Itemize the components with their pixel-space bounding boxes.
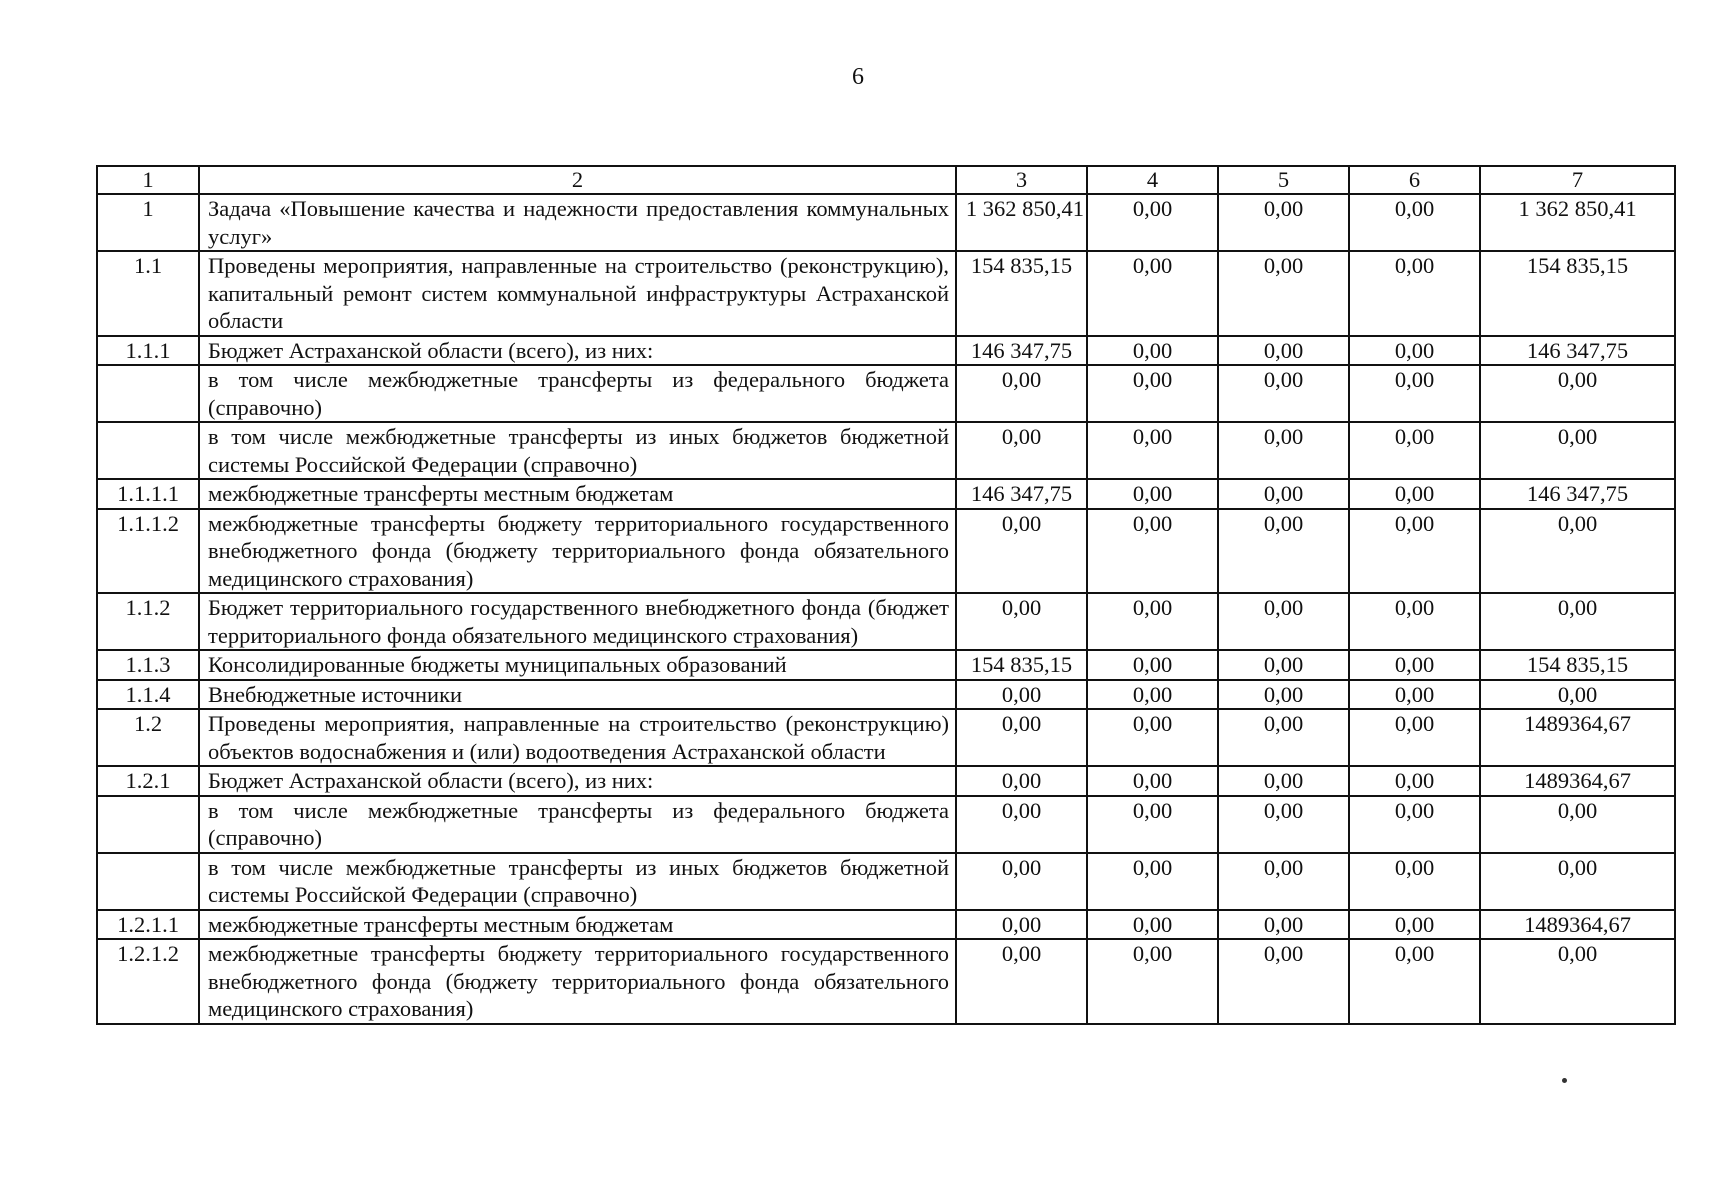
value-col-6: 0,00 bbox=[1349, 766, 1480, 796]
table-row bbox=[97, 766, 1675, 796]
row-number: 1.1.4 bbox=[97, 680, 199, 710]
value-col-4: 0,00 bbox=[1087, 650, 1218, 680]
value-col-7: 0,00 bbox=[1480, 593, 1675, 650]
row-number: 1.2.1.1 bbox=[97, 910, 199, 940]
value-col-5: 0,00 bbox=[1218, 422, 1349, 479]
table-row bbox=[97, 650, 1675, 680]
value-col-6: 0,00 bbox=[1349, 853, 1480, 910]
value-col-7: 0,00 bbox=[1480, 422, 1675, 479]
column-header: 4 bbox=[1087, 166, 1218, 194]
table-row bbox=[97, 422, 1675, 479]
value-col-6: 0,00 bbox=[1349, 509, 1480, 594]
table-row bbox=[97, 910, 1675, 940]
value-col-5: 0,00 bbox=[1218, 680, 1349, 710]
value-col-7: 1489364,67 bbox=[1480, 766, 1675, 796]
table-row bbox=[97, 680, 1675, 710]
value-col-4: 0,00 bbox=[1087, 910, 1218, 940]
value-col-4: 0,00 bbox=[1087, 422, 1218, 479]
table-row bbox=[97, 509, 1675, 594]
value-col-3: 146 347,75 bbox=[956, 336, 1087, 366]
row-number bbox=[97, 796, 199, 853]
value-col-5: 0,00 bbox=[1218, 365, 1349, 422]
row-number: 1.1.2 bbox=[97, 593, 199, 650]
value-col-7: 0,00 bbox=[1480, 509, 1675, 594]
value-col-6: 0,00 bbox=[1349, 709, 1480, 766]
column-header: 3 bbox=[956, 166, 1087, 194]
value-col-5: 0,00 bbox=[1218, 766, 1349, 796]
value-col-4: 0,00 bbox=[1087, 509, 1218, 594]
value-col-3: 0,00 bbox=[956, 796, 1087, 853]
value-col-5: 0,00 bbox=[1218, 593, 1349, 650]
value-col-3: 0,00 bbox=[956, 593, 1087, 650]
row-description: межбюджетные трансферты местным бюджетам bbox=[199, 479, 956, 509]
row-description: межбюджетные трансферты местным бюджетам bbox=[199, 910, 956, 940]
table-row bbox=[97, 853, 1675, 910]
row-description: Бюджет территориального государственного внебюджетного фонда (бюджет территориального фонда обязательного медицинского страхования) bbox=[199, 593, 956, 650]
column-header: 7 bbox=[1480, 166, 1675, 194]
value-col-4: 0,00 bbox=[1087, 336, 1218, 366]
row-number: 1.2.1 bbox=[97, 766, 199, 796]
value-col-7: 1 362 850,41 bbox=[1480, 194, 1675, 251]
value-col-7: 0,00 bbox=[1480, 796, 1675, 853]
row-description: Внебюджетные источники bbox=[199, 680, 956, 710]
table-row bbox=[97, 194, 1675, 251]
column-header: 5 bbox=[1218, 166, 1349, 194]
value-col-7: 0,00 bbox=[1480, 680, 1675, 710]
row-number bbox=[97, 422, 199, 479]
value-col-3: 0,00 bbox=[956, 422, 1087, 479]
value-col-3: 154 835,15 bbox=[956, 650, 1087, 680]
value-col-7: 146 347,75 bbox=[1480, 479, 1675, 509]
row-number: 1.2 bbox=[97, 709, 199, 766]
value-col-5: 0,00 bbox=[1218, 709, 1349, 766]
value-col-3: 0,00 bbox=[956, 680, 1087, 710]
column-header: 1 bbox=[97, 166, 199, 194]
row-number: 1.1.1.1 bbox=[97, 479, 199, 509]
row-description: Бюджет Астраханской области (всего), из них: bbox=[199, 336, 956, 366]
value-col-6: 0,00 bbox=[1349, 336, 1480, 366]
value-col-3: 154 835,15 bbox=[956, 251, 1087, 336]
value-col-7: 146 347,75 bbox=[1480, 336, 1675, 366]
value-col-4: 0,00 bbox=[1087, 365, 1218, 422]
value-col-3: 0,00 bbox=[956, 939, 1087, 1024]
value-col-5: 0,00 bbox=[1218, 650, 1349, 680]
value-col-6: 0,00 bbox=[1349, 422, 1480, 479]
table-row bbox=[97, 593, 1675, 650]
value-col-7: 1489364,67 bbox=[1480, 709, 1675, 766]
value-col-5: 0,00 bbox=[1218, 939, 1349, 1024]
row-description: межбюджетные трансферты бюджету территориального государственного внебюджетного фонда (бюджету территориального фонда обязательного медицинского страхования) bbox=[199, 939, 956, 1024]
row-description: в том числе межбюджетные трансферты из федерального бюджета (справочно) bbox=[199, 796, 956, 853]
value-col-5: 0,00 bbox=[1218, 796, 1349, 853]
value-col-3: 0,00 bbox=[956, 709, 1087, 766]
row-number bbox=[97, 853, 199, 910]
table-row bbox=[97, 709, 1675, 766]
value-col-6: 0,00 bbox=[1349, 593, 1480, 650]
column-header: 6 bbox=[1349, 166, 1480, 194]
value-col-3: 0,00 bbox=[956, 509, 1087, 594]
value-col-4: 0,00 bbox=[1087, 680, 1218, 710]
table-row bbox=[97, 479, 1675, 509]
row-description: в том числе межбюджетные трансферты из иных бюджетов бюджетной системы Российской Федерации (справочно) bbox=[199, 422, 956, 479]
value-col-3: 0,00 bbox=[956, 766, 1087, 796]
column-header: 2 bbox=[199, 166, 956, 194]
table-row bbox=[97, 939, 1675, 1024]
value-col-5: 0,00 bbox=[1218, 509, 1349, 594]
row-number: 1 bbox=[97, 194, 199, 251]
value-col-5: 0,00 bbox=[1218, 194, 1349, 251]
value-col-4: 0,00 bbox=[1087, 593, 1218, 650]
row-description: Проведены мероприятия, направленные на строительство (реконструкцию), капитальный ремонт систем коммунальной инфраструктуры Астраханской области bbox=[199, 251, 956, 336]
value-col-4: 0,00 bbox=[1087, 709, 1218, 766]
value-col-7: 154 835,15 bbox=[1480, 251, 1675, 336]
row-description: в том числе межбюджетные трансферты из иных бюджетов бюджетной системы Российской Федерации (справочно) bbox=[199, 853, 956, 910]
row-number: 1.1.3 bbox=[97, 650, 199, 680]
value-col-6: 0,00 bbox=[1349, 251, 1480, 336]
value-col-6: 0,00 bbox=[1349, 365, 1480, 422]
value-col-3: 0,00 bbox=[956, 365, 1087, 422]
value-col-3: 146 347,75 bbox=[956, 479, 1087, 509]
value-col-3: 1 362 850,41 bbox=[956, 194, 1087, 251]
value-col-7: 0,00 bbox=[1480, 853, 1675, 910]
row-description: Бюджет Астраханской области (всего), из них: bbox=[199, 766, 956, 796]
value-col-6: 0,00 bbox=[1349, 650, 1480, 680]
row-description: Задача «Повышение качества и надежности предоставления коммунальных услуг» bbox=[199, 194, 956, 251]
row-description: в том числе межбюджетные трансферты из федерального бюджета (справочно) bbox=[199, 365, 956, 422]
value-col-3: 0,00 bbox=[956, 853, 1087, 910]
value-col-6: 0,00 bbox=[1349, 939, 1480, 1024]
value-col-7: 1489364,67 bbox=[1480, 910, 1675, 940]
value-col-3: 0,00 bbox=[956, 910, 1087, 940]
row-description: межбюджетные трансферты бюджету территориального государственного внебюджетного фонда (бюджету территориального фонда обязательного медицинского страхования) bbox=[199, 509, 956, 594]
value-col-4: 0,00 bbox=[1087, 766, 1218, 796]
value-col-6: 0,00 bbox=[1349, 910, 1480, 940]
value-col-4: 0,00 bbox=[1087, 939, 1218, 1024]
value-col-6: 0,00 bbox=[1349, 680, 1480, 710]
value-col-6: 0,00 bbox=[1349, 479, 1480, 509]
row-number: 1.2.1.2 bbox=[97, 939, 199, 1024]
page-number: 6 bbox=[852, 64, 864, 90]
value-col-5: 0,00 bbox=[1218, 251, 1349, 336]
table-row bbox=[97, 336, 1675, 366]
column-number-header-row bbox=[97, 166, 1675, 194]
row-number bbox=[97, 365, 199, 422]
table-row bbox=[97, 251, 1675, 336]
row-number: 1.1.1 bbox=[97, 336, 199, 366]
value-col-5: 0,00 bbox=[1218, 910, 1349, 940]
row-number: 1.1 bbox=[97, 251, 199, 336]
row-description: Проведены мероприятия, направленные на строительство (реконструкцию) объектов водоснабжения и (или) водоотведения Астраханской области bbox=[199, 709, 956, 766]
value-col-4: 0,00 bbox=[1087, 479, 1218, 509]
value-col-5: 0,00 bbox=[1218, 336, 1349, 366]
value-col-6: 0,00 bbox=[1349, 194, 1480, 251]
value-col-4: 0,00 bbox=[1087, 251, 1218, 336]
value-col-4: 0,00 bbox=[1087, 853, 1218, 910]
budget-table bbox=[96, 165, 1676, 1025]
value-col-5: 0,00 bbox=[1218, 853, 1349, 910]
value-col-7: 0,00 bbox=[1480, 365, 1675, 422]
table-row bbox=[97, 365, 1675, 422]
value-col-5: 0,00 bbox=[1218, 479, 1349, 509]
row-number: 1.1.1.2 bbox=[97, 509, 199, 594]
value-col-7: 0,00 bbox=[1480, 939, 1675, 1024]
scan-mark bbox=[1562, 1078, 1567, 1083]
table-row bbox=[97, 796, 1675, 853]
value-col-6: 0,00 bbox=[1349, 796, 1480, 853]
value-col-4: 0,00 bbox=[1087, 796, 1218, 853]
value-col-4: 0,00 bbox=[1087, 194, 1218, 251]
value-col-7: 154 835,15 bbox=[1480, 650, 1675, 680]
row-description: Консолидированные бюджеты муниципальных образований bbox=[199, 650, 956, 680]
